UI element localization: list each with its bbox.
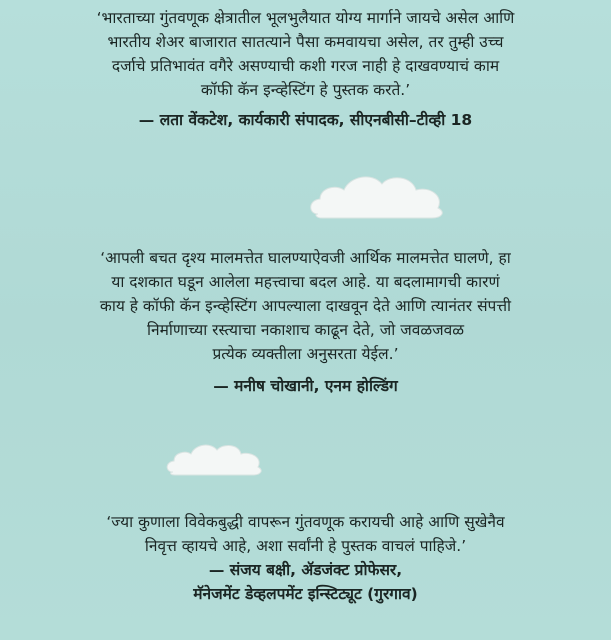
quote-line: या दशकात घडून आलेला महत्त्वाचा बदल आहे. या बदलामागची कारणं — [111, 273, 500, 291]
quote-line: कॉफी कॅन इन्व्हेस्टिंग हे पुस्तक करते.’ — [200, 81, 411, 99]
quote-line: ‘ज्या कुणाला विवेकबुद्धी वापरून गुंतवणूक करायची आहे आणि सुखेनैव — [106, 513, 505, 531]
quote-attribution: मॅनेजमेंट डेव्हलपमेंट इन्स्टिट्यूट (गुरगाव) — [193, 585, 418, 603]
quote-sanjay-bakshi — [0, 510, 611, 606]
quote-line: प्रत्येक व्यक्तीला अनुसरता येईल.’ — [212, 345, 399, 363]
quote-attribution: — मनीष चोखानी, एनम होल्डिंग — [213, 377, 398, 395]
quote-lata-venkatesh — [0, 6, 611, 132]
quote-manish-chokhani — [0, 246, 611, 398]
quote-line: ‘आपली बचत दृश्य मालमत्तेत घालण्याऐवजी आर्थिक मालमत्तेत घालणे, हा — [100, 249, 511, 267]
quote-line: काय हे कॉफी कॅन इन्व्हेस्टिंग आपल्याला दाखवून देते आणि त्यानंतर संपत्ती — [99, 297, 512, 315]
cloud-illustration — [165, 438, 265, 478]
cloud-illustration — [308, 168, 448, 222]
quote-line: दर्जाचे प्रतिभावंत वगैरे असण्याची कशी गरज नाही हे दाखवण्याचं काम — [111, 57, 500, 75]
quote-attribution: — संजय बक्षी, ॲडजंक्ट प्रोफेसर, — [208, 561, 403, 579]
quote-line: भारतीय शेअर बाजारात सातत्याने पैसा कमवायचा असेल, तर तुम्ही उच्च — [107, 33, 504, 51]
quote-line: निवृत्त व्हायचे आहे, अशा सर्वांनी हे पुस्तक वाचलं पाहिजे.’ — [144, 537, 467, 555]
quote-line: निर्माणाच्या रस्त्याचा नकाशाच काढून देते, जो जवळजवळ — [146, 321, 465, 339]
quote-attribution: — लता वेंकटेश, कार्यकारी संपादक, सीएनबीसी–टीव्ही 18 — [138, 111, 473, 129]
quote-line: ‘भारताच्या गुंतवणूक क्षेत्रातील भूलभुलैयात योग्य मार्गाने जायचे असेल आणि — [96, 9, 515, 27]
